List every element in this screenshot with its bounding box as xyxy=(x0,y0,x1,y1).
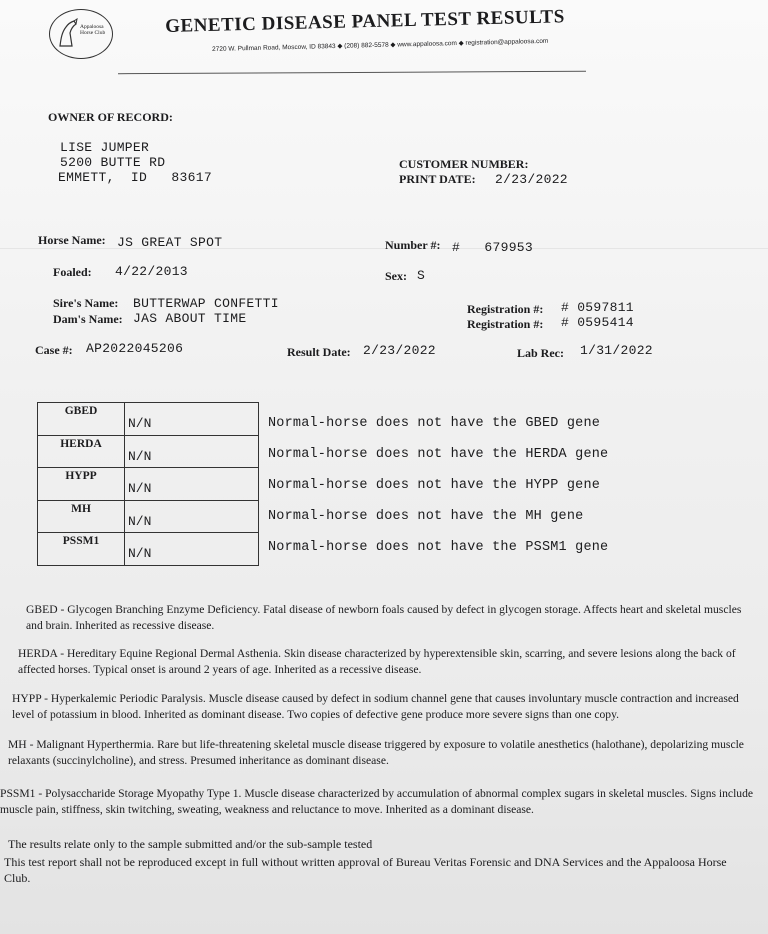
interpretation-mh: Normal-horse does not have the MH gene xyxy=(268,509,584,524)
owner-name: LISE JUMPER xyxy=(60,140,150,155)
gene-name: GBED xyxy=(38,403,125,436)
case-number: AP2022045206 xyxy=(86,341,184,356)
foaled-label: Foaled: xyxy=(53,265,92,279)
description-hypp: HYPP - Hyperkalemic Periodic Paralysis. Muscle disease caused by defect in sodium channel gene that causes involuntary muscle contraction and increased level of potassium in blood. Inherited as dominant disease. Two copies of defective gene produce more severe signs than one copy. xyxy=(12,692,739,721)
sire-registration-label: Registration #: xyxy=(467,302,544,316)
gene-name: HERDA xyxy=(38,435,125,468)
horse-name: JS GREAT SPOT xyxy=(117,235,223,250)
dam-name: JAS ABOUT TIME xyxy=(133,311,247,326)
lab-rec-label: Lab Rec: xyxy=(517,346,564,360)
gene-result: N/N xyxy=(125,403,259,436)
gene-name: MH xyxy=(38,500,125,533)
gene-name: PSSM1 xyxy=(38,533,125,566)
description-pssm1: PSSM1 - Polysaccharide Storage Myopathy Type 1. Muscle disease characterized by accumulation of abnormal complex sugars in skeletal muscles. Signs include muscle pain, stiffness, skin twitching, sweating, weakness and reluctance to move. Inherited as a dominant disease. xyxy=(0,787,754,816)
table-row xyxy=(38,435,259,468)
interpretation-pssm1: Normal-horse does not have the PSSM1 gene xyxy=(268,540,609,555)
gene-result: N/N xyxy=(125,468,259,501)
horse-sex: S xyxy=(417,268,426,283)
paper-fold xyxy=(0,248,768,249)
table-row xyxy=(38,533,259,566)
gene-result: N/N xyxy=(125,435,259,468)
horse-logo-icon xyxy=(56,18,80,48)
dam-label: Dam's Name: xyxy=(53,312,123,326)
description-herda: HERDA - Hereditary Equine Regional Dermal Asthenia. Skin disease characterized by hyperextensible skin, scarring, and severe lesions along the back of affected horses. Typical onset is around 2 years of age. Inherited as a recessive disease. xyxy=(18,647,736,676)
case-label: Case #: xyxy=(35,343,73,357)
sire-label: Sire's Name: xyxy=(53,296,119,310)
club-address: 2720 W. Pullman Road, Moscow, ID 83843 ◆ (208) 882-5578 ◆ www.appaloosa.com ◆ registration@appaloosa.com xyxy=(212,37,549,53)
table-row xyxy=(38,500,259,533)
owner-street: 5200 BUTTE RD xyxy=(60,155,166,170)
horse-number: # 679953 xyxy=(452,240,534,255)
appaloosa-logo xyxy=(49,9,113,59)
sire-name: BUTTERWAP CONFETTI xyxy=(133,296,279,311)
interpretation-gbed: Normal-horse does not have the GBED gene xyxy=(268,416,601,431)
gene-result: N/N xyxy=(125,533,259,566)
print-date: 2/23/2022 xyxy=(495,172,568,187)
description-gbed: GBED - Glycogen Branching Enzyme Deficiency. Fatal disease of newborn foals caused by defect in glycogen storage. Affects heart and skeletal muscles and brain. Inherited as recessive disease. xyxy=(26,603,742,632)
table-row xyxy=(38,403,259,436)
foaled-date: 4/22/2013 xyxy=(115,264,188,279)
logo-text: Appaloosa Horse Club xyxy=(80,24,106,36)
sire-registration: # 0597811 xyxy=(561,300,634,315)
owner-label: OWNER OF RECORD: xyxy=(48,110,173,124)
result-date: 2/23/2022 xyxy=(363,343,436,358)
result-date-label: Result Date: xyxy=(287,345,351,359)
interpretation-herda: Normal-horse does not have the HERDA gene xyxy=(268,447,609,462)
description-mh: MH - Malignant Hyperthermia. Rare but life-threatening skeletal muscle disease triggered by exposure to volatile anesthetics (halothane), depolarizing muscle relaxants (succinylcholine), and stress. Presumed inheritance as dominant disease. xyxy=(8,738,744,767)
interpretation-hypp: Normal-horse does not have the HYPP gene xyxy=(268,478,601,493)
header-rule xyxy=(118,71,586,74)
sex-label: Sex: xyxy=(385,269,407,283)
owner-city: EMMETT, ID 83617 xyxy=(58,170,212,185)
disclaimer-line-1: The results relate only to the sample submitted and/or the sub-sample tested xyxy=(8,837,373,851)
dam-registration-label: Registration #: xyxy=(467,317,544,331)
lab-rec-date: 1/31/2022 xyxy=(580,343,653,358)
customer-number-label: CUSTOMER NUMBER: xyxy=(399,157,529,171)
horse-name-label: Horse Name: xyxy=(38,233,106,247)
table-row xyxy=(38,468,259,501)
print-date-label: PRINT DATE: xyxy=(399,172,476,186)
disclaimer-line-2: This test report shall not be reproduced except in full without written approval of Bureau Veritas Forensic and DNA Services and the Appaloosa Horse Club. xyxy=(4,855,727,885)
gene-name: HYPP xyxy=(38,468,125,501)
gene-result: N/N xyxy=(125,500,259,533)
results-table xyxy=(37,402,259,566)
dam-registration: # 0595414 xyxy=(561,315,634,330)
number-label: Number #: xyxy=(385,238,441,252)
report-title: GENETIC DISEASE PANEL TEST RESULTS xyxy=(165,6,566,37)
